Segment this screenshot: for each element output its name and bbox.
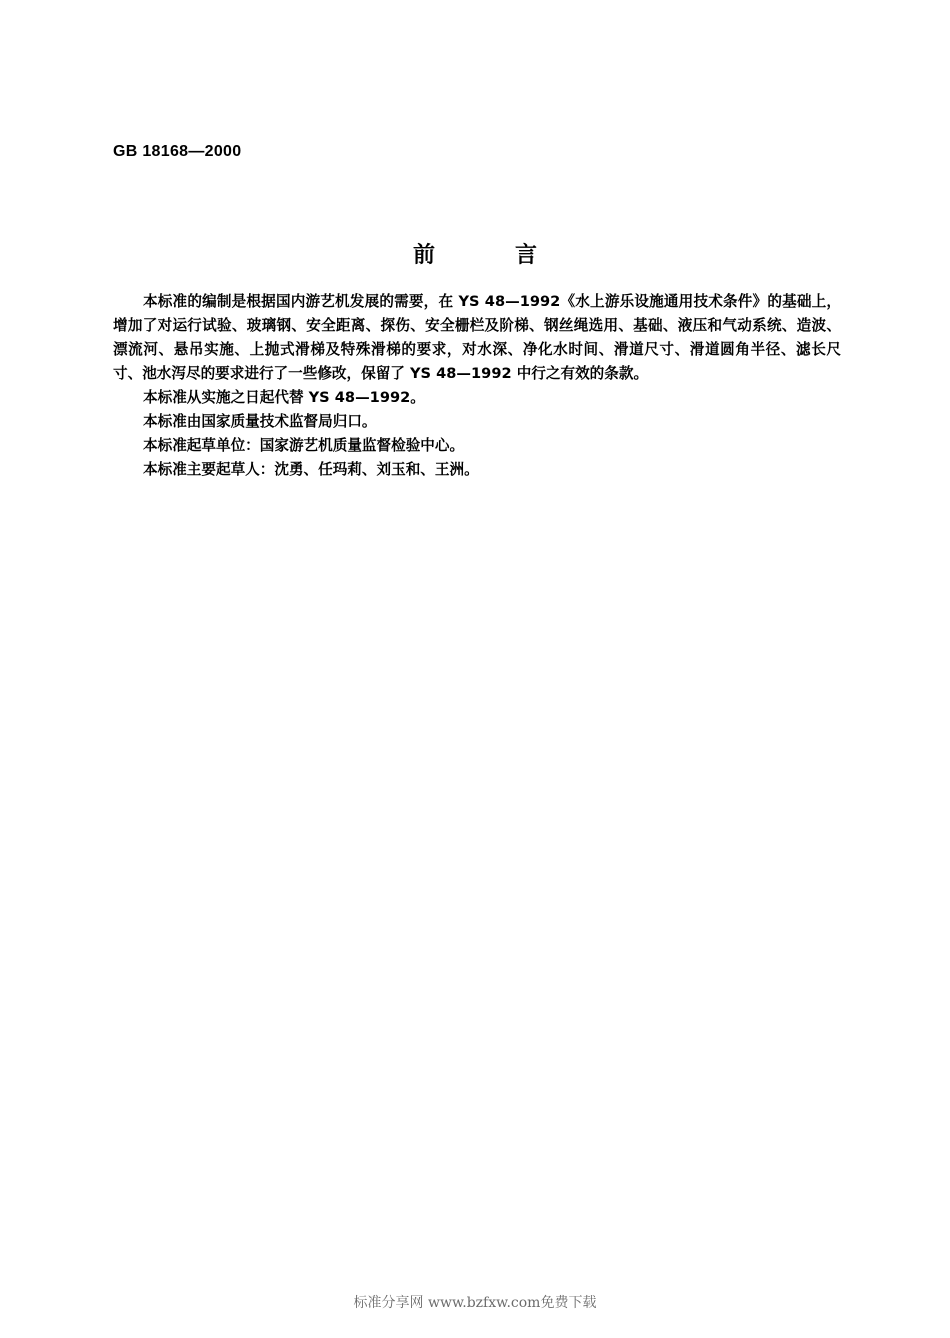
foreword-body: [113, 290, 841, 482]
paragraph-drafting-unit: 本标准起草单位：国家游艺机质量监督检验中心。: [143, 437, 465, 454]
standard-code: GB 18168—2000: [113, 143, 242, 160]
paragraph-background: 本标准的编制是根据国内游艺机发展的需要，在 YS 48—1992《水上游乐设施通用技术条件》的基础上，增加了对运行试验、玻璃钢、安全距离、探伤、安全栅栏及阶梯、钢丝绳选用、基础、液压和气动系统、造波、漂流河、悬吊实施、上抛式滑梯及特殊滑梯的要求，对水深、净化水时间、滑道尺寸、滑道圆角半径、滤长尺寸、池水泻尽的要求进行了一些修改，保留了 YS 48—1992 中行之有效的条款。: [113, 293, 841, 382]
paragraph-drafters: 本标准主要起草人：沈勇、任玛莉、刘玉和、王洲。: [143, 461, 479, 478]
paragraph-administration: 本标准由国家质量技术监督局归口。: [143, 413, 377, 430]
title-part-2: 言: [515, 243, 538, 268]
footer-watermark: 标准分享网 www.bzfxw.com免费下载: [353, 1295, 597, 1311]
page-title: [0, 238, 950, 269]
paragraph-replacement: 本标准从实施之日起代替 YS 48—1992。: [143, 389, 425, 406]
title-part-1: 前: [412, 243, 435, 268]
